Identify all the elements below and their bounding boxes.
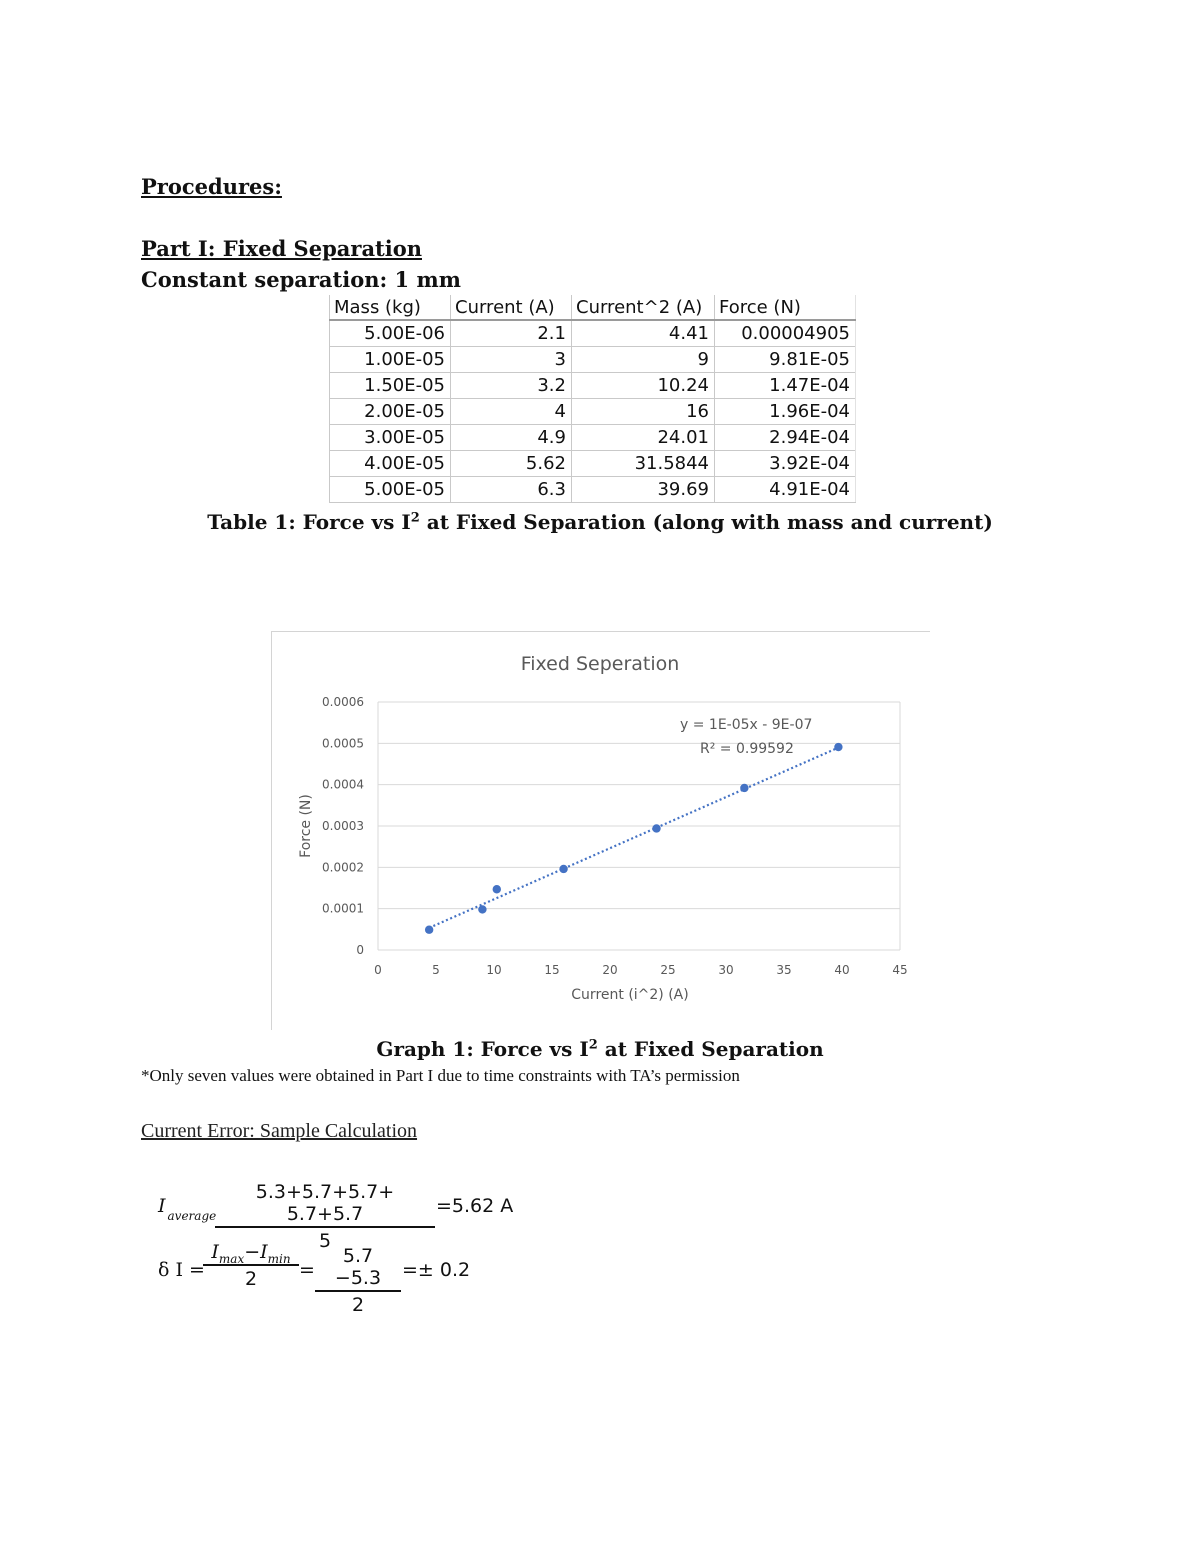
delta-fraction-values [315, 1245, 401, 1316]
table-cell: 1.96E-04 [715, 399, 856, 425]
table-row [330, 373, 856, 399]
avg-numerator: 5.3+5.7+5.7+ 5.7+5.7 [215, 1181, 435, 1228]
equals-sign: = [299, 1259, 315, 1281]
trendline [429, 748, 838, 928]
delta-fraction [203, 1241, 299, 1290]
table-cell: 3.00E-05 [330, 425, 451, 451]
table-cell: 39.69 [572, 477, 715, 503]
table-header: Mass (kg) [330, 295, 451, 320]
y-tick-label: 0.0003 [322, 819, 364, 833]
table-cell: 4.9 [451, 425, 572, 451]
y-tick-label: 0 [356, 943, 364, 957]
delta-values-denominator: 2 [351, 1294, 365, 1316]
x-tick-label: 20 [602, 963, 618, 977]
table-cell: 0.00004905 [715, 320, 856, 347]
table-header: Current (A) [451, 295, 572, 320]
delta-numerator: $I_{max}-I_{min}$ [203, 1241, 299, 1266]
x-tick-label: 35 [776, 963, 792, 977]
table-cell: 9.81E-05 [715, 347, 856, 373]
y-axis-label: Force (N) [298, 794, 314, 858]
table-cell: 2.1 [451, 320, 572, 347]
delta-denominator: 2 [244, 1268, 258, 1290]
table-cell: 24.01 [572, 425, 715, 451]
table-cell: 1.47E-04 [715, 373, 856, 399]
x-tick-label: 15 [544, 963, 560, 977]
calc-title: Current Error: Sample Calculation [141, 1120, 418, 1142]
table-row [330, 477, 856, 503]
x-tick-label: 25 [660, 963, 676, 977]
x-tick-label: 10 [486, 963, 502, 977]
table-cell: 4 [451, 399, 572, 425]
data-point [834, 743, 842, 751]
table-cell: 3.92E-04 [715, 451, 856, 477]
y-tick-label: 0.0005 [322, 736, 364, 751]
graph-caption: Graph 1: Force vs $I^2$ at Fixed Separation [376, 1037, 824, 1061]
table-cell: 9 [572, 347, 715, 373]
table-row [330, 347, 856, 373]
table-row [330, 320, 856, 347]
avg-symbol: I $_{average}$ [158, 1195, 217, 1223]
force-chart [272, 632, 930, 1030]
y-tick-label: 0.0006 [322, 695, 364, 709]
table-cell: 1.50E-05 [330, 373, 451, 399]
procedures-heading: Procedures: [141, 174, 282, 199]
data-point [559, 865, 567, 873]
table-cell: 6.3 [451, 477, 572, 503]
y-tick-label: 0.0002 [322, 860, 364, 875]
table-cell: 5.00E-06 [330, 320, 451, 347]
x-tick-label: 45 [892, 963, 908, 977]
table-caption: Table 1: Force vs $I^2$ at Fixed Separation (along with mass and current) [207, 510, 993, 534]
x-tick-label: 5 [432, 963, 440, 977]
avg-denominator: 5 [318, 1230, 332, 1252]
part-heading: Part I: Fixed Separation [141, 236, 422, 261]
data-point [425, 926, 433, 934]
x-tick-label: 30 [718, 963, 734, 977]
table-row [330, 425, 856, 451]
y-tick-label: 0.0001 [322, 901, 364, 916]
chart-title: Fixed Seperation [520, 653, 680, 675]
table-cell: 16 [572, 399, 715, 425]
table-cell: 31.5844 [572, 451, 715, 477]
table-cell: 3 [451, 347, 572, 373]
table-cell: 2.94E-04 [715, 425, 856, 451]
x-axis-label: Current (i^2) (A) [571, 987, 689, 1003]
y-tick-label: 0.0004 [322, 777, 364, 792]
table-header: Current^2 (A) [572, 295, 715, 320]
note-text: *Only seven values were obtained in Part I due to time constraints with TA’s permission [141, 1066, 740, 1085]
table-row [330, 451, 856, 477]
table-header-row [330, 295, 856, 320]
constant-separation: Constant separation: 1 mm [141, 267, 461, 292]
delta-label: δ I = [158, 1259, 205, 1281]
data-point [478, 905, 486, 913]
table-cell: 4.91E-04 [715, 477, 856, 503]
table-header: Force (N) [715, 295, 856, 320]
delta-result: =± 0.2 [402, 1259, 471, 1281]
x-tick-label: 40 [834, 963, 850, 977]
data-point [652, 824, 660, 832]
data-table [329, 295, 856, 503]
trendline-equation: y = 1E-05x - 9E-07 [680, 717, 813, 733]
delta-values-numerator: 5.7 −5.3 [315, 1245, 401, 1292]
table-row [330, 399, 856, 425]
table-cell: 4.00E-05 [330, 451, 451, 477]
data-point [493, 885, 501, 893]
table-cell: 10.24 [572, 373, 715, 399]
table-cell: 3.2 [451, 373, 572, 399]
trendline-r-squared: R² = 0.99592 [700, 741, 794, 757]
table-cell: 5.62 [451, 451, 572, 477]
table-cell: 5.00E-05 [330, 477, 451, 503]
table-cell: 1.00E-05 [330, 347, 451, 373]
table-cell: 4.41 [572, 320, 715, 347]
x-tick-label: 0 [374, 963, 382, 977]
chart-frame [271, 631, 930, 1030]
avg-result: =5.62 A [436, 1195, 514, 1217]
table-cell: 2.00E-05 [330, 399, 451, 425]
data-point [740, 784, 748, 792]
